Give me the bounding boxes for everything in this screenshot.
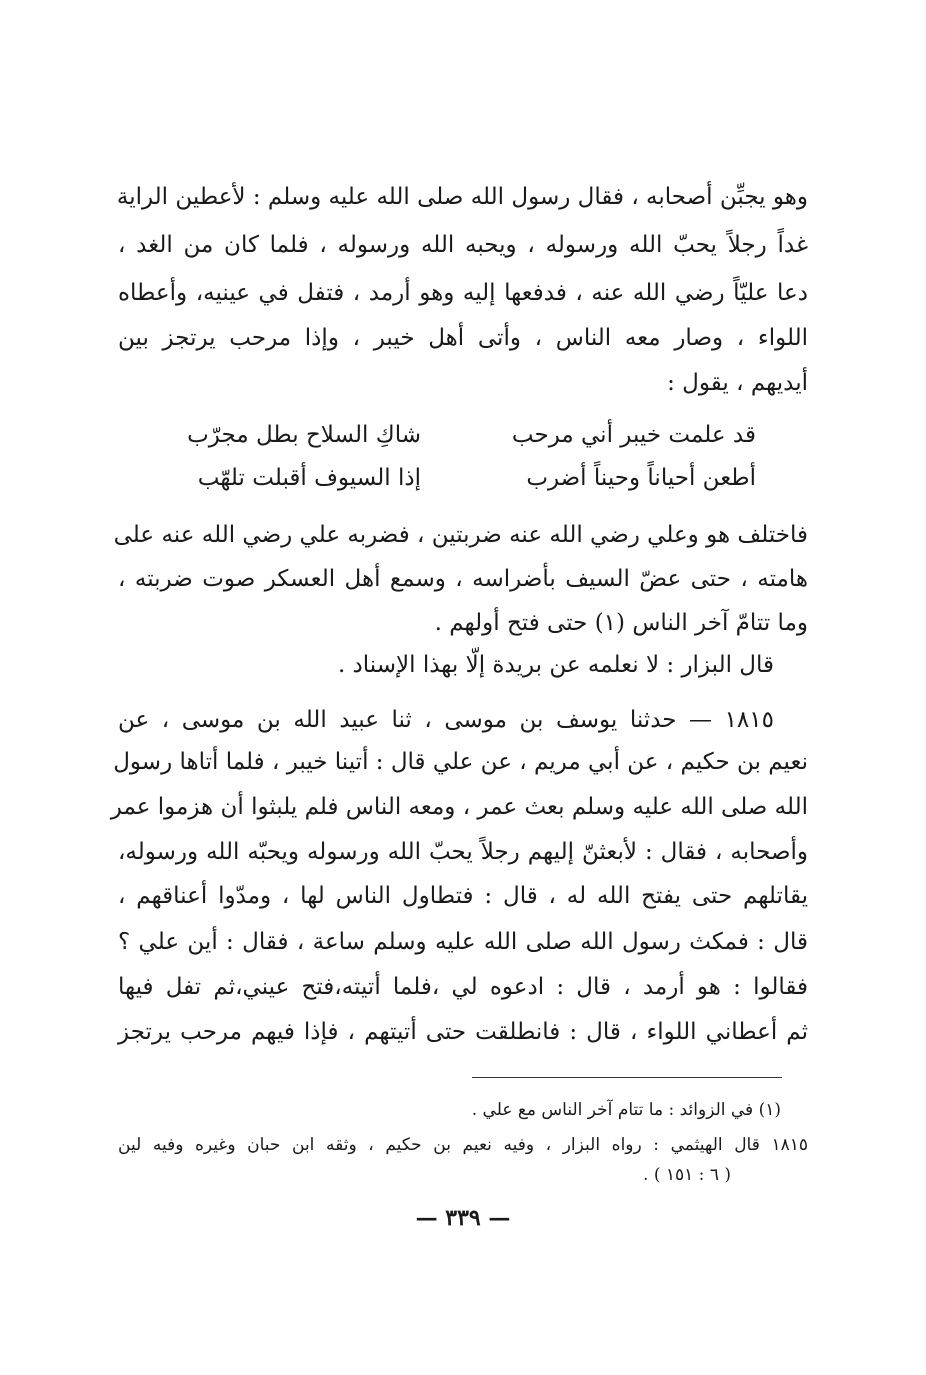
hadith-line: وأصحابه ، فقال : لأبعثنّ إليهم رجلاً يحبّ الله ورسوله ويحبّه الله ورسوله، xyxy=(118,839,808,865)
hadith-line: نعيم بن حكيم ، عن أبي مريم ، عن علي قال : أتينا خيبر ، فلما أتاها رسول xyxy=(113,749,808,775)
verse-hemistich-first: قد علمت خيبر أني مرحب xyxy=(511,422,756,448)
hadith-line: الله صلى الله عليه وسلم بعث عمر ، ومعه الناس فلم يلبثوا أن هزموا عمر xyxy=(110,794,808,820)
text-line: فاختلف هو وعلي رضي الله عنه ضربتين ، فضربه علي رضي الله عنه على xyxy=(113,522,808,548)
footnote: (١) في الزوائد : ما تتام آخر الناس مع علي . xyxy=(471,1100,781,1120)
hadith-line: ١٨١٥ — حدثنا يوسف بن موسى ، ثنا عبيد الله بن موسى ، عن xyxy=(118,707,774,733)
text-line: هامته ، حتى عضّ السيف بأضراسه ، وسمع أهل العسكر صوت ضربته ، xyxy=(118,566,808,592)
hadith-line: يقاتلهم حتى يفتح الله له ، قال : فتطاول الناس لها ، ومدّوا أعناقهم ، xyxy=(118,883,808,909)
page-number: — ٣٣٩ — xyxy=(415,1205,511,1231)
hadith-line: ثم أعطاني اللواء ، قال : فانطلقت حتى أتيتهم ، فإذا فيهم مرحب يرتجز xyxy=(118,1019,808,1045)
hadith-line: فقالوا : هو أرمد ، قال : ادعوه لي ،فلما أتيته،فتح عيني،ثم تفل فيها xyxy=(118,974,808,1000)
bazzar-note: قال البزار : لا نعلمه عن بريدة إلّا بهذا الإسناد . xyxy=(337,652,774,678)
text-line: غداً رجلاً يحبّ الله ورسوله ، ويحبه الله ورسوله ، فلما كان من الغد ، xyxy=(118,232,808,258)
text-line: أيديهم ، يقول : xyxy=(667,370,808,396)
hadith-line: قال : فمكث رسول الله صلى الله عليه وسلم ساعة ، فقال : أين علي ؟ xyxy=(118,929,808,955)
verse-hemistich-second: شاكِ السلاح بطل مجرّب xyxy=(187,422,421,448)
text-line: اللواء ، وصار معه الناس ، وأتى أهل خيبر ، وإذا مرحب يرتجز بين xyxy=(118,325,808,351)
footnote: ١٨١٥ قال الهيثمي : رواه البزار ، وفيه نعيم بن حكيم ، وثقه ابن حبان وغيره وفيه لين xyxy=(118,1135,808,1155)
verse-hemistich-first: أطعن أحياناً وحيناً أضرب xyxy=(526,465,756,491)
footnote: ( ٦ : ١٥١ ) . xyxy=(643,1165,731,1185)
verse-hemistich-second: إذا السيوف أقبلت تلهّب xyxy=(197,465,421,491)
text-line: وما تتامّ آخر الناس (١) حتى فتح أولهم . xyxy=(434,610,808,636)
text-line: دعا عليّاً رضي الله عنه ، فدفعها إليه وهو أرمد ، فتفل في عينيه، وأعطاه xyxy=(118,280,808,306)
text-line: وهو يجبِّن أصحابه ، فقال رسول الله صلى الله عليه وسلم : لأعطين الراية xyxy=(116,184,808,210)
footnote-divider xyxy=(472,1077,782,1078)
